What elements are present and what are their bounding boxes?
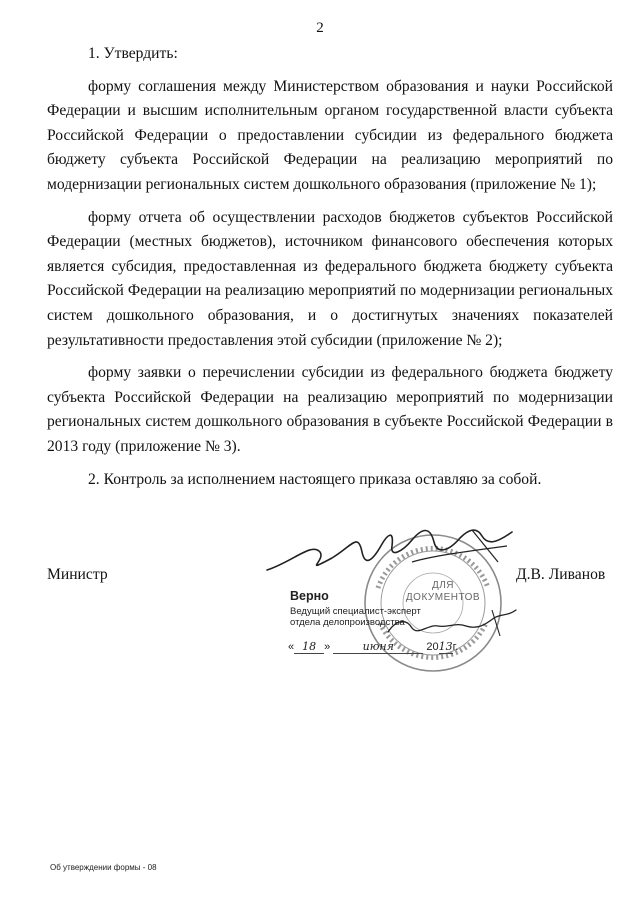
paragraph-control: 2. Контроль за исполнением настоящего приказа оставляю за собой.	[88, 470, 542, 488]
certifier-role-line-1: Ведущий специалист-эксперт	[290, 606, 421, 617]
stamp-line-2: ДОКУМЕНТОВ	[405, 592, 481, 603]
certified-true-label: Верно	[290, 589, 329, 603]
page-number: 2	[316, 20, 324, 36]
minister-title: Министр	[47, 566, 108, 583]
minister-signature	[262, 522, 522, 582]
date-year-prefix: 20	[426, 641, 439, 653]
document-body	[47, 42, 613, 492]
date-quote-close: »	[324, 641, 331, 653]
minister-name: Д.В. Ливанов	[516, 566, 606, 583]
paragraph-report-form: форму отчета об осуществлении расходов бюджетов субъектов Российской Федерации (местных бюджетов), источником финансового обеспечения которых является субсидия, предоставленная из федерального бюджета бюджету субъекта Российской Федерации на реализацию мероприятий по модернизации региональных систем дошкольного образования, и о достигнутых значениях показателей результативности предоставления этой субсидии (приложение № 2);	[47, 208, 613, 349]
certification-date	[288, 640, 458, 654]
paragraph-agreement-form: форму соглашения между Министерством образования и науки Российской Федерации и высшим исполнительным органом государственной власти субъекта Российской Федерации о предоставлении субсидии из федерального бюджета бюджету субъекта Российской Федерации на реализацию мероприятий по модернизации региональных систем дошкольного образования (приложение № 1);	[47, 77, 613, 193]
document-footer: Об утверждении формы - 08	[50, 863, 157, 872]
date-quote-open: «	[288, 641, 295, 653]
paragraph-approve: 1. Утвердить:	[88, 45, 178, 62]
date-month: июня	[333, 640, 423, 654]
certifier-role-line-2: отдела делопроизводства	[290, 617, 405, 628]
date-day: 18	[294, 640, 324, 654]
date-year-suffix: 13	[438, 640, 453, 653]
paragraph-application-form: форму заявки о перечислении субсидии из федерального бюджета бюджету субъекта Российской Федерации на реализацию мероприятий по модернизации региональных систем дошкольного образования в субъекте Российской Федерации в 2013 году (приложение № 3).	[47, 364, 613, 455]
stamp-line-1: ДЛЯ	[431, 580, 455, 591]
date-year-unit: г.	[452, 641, 459, 653]
